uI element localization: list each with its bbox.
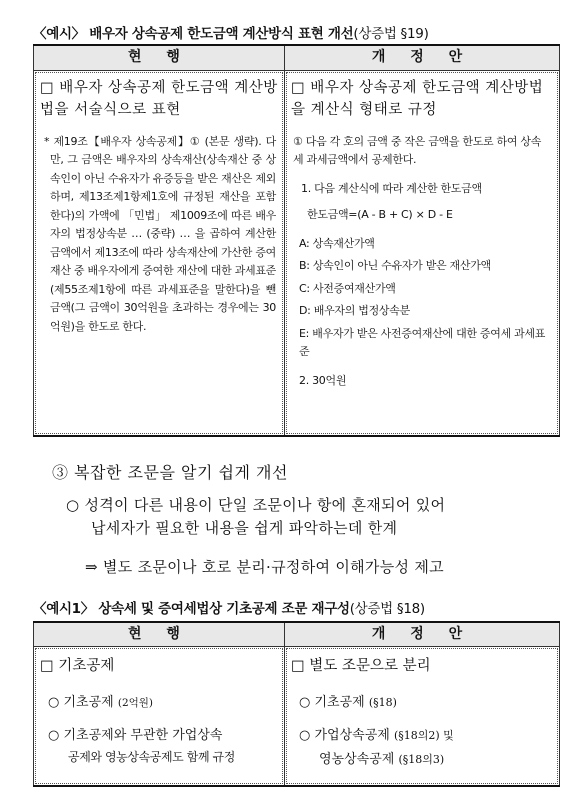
proposal-def-a: A: 상속재산가액 xyxy=(299,236,375,250)
example1-current-box xyxy=(35,72,283,434)
example2-current-heading: □ 기초공제 xyxy=(40,657,115,674)
example1-current-heading: □ 배우자 상속공제 한도금액 계산방법을 서술식으로 표현 xyxy=(40,79,278,118)
example1-head-current: 현 행 xyxy=(34,45,285,70)
example2-proposal-bullet3 xyxy=(287,743,557,767)
example2-proposal-heading: □ 별도 조문으로 분리 xyxy=(291,657,431,674)
example2-title xyxy=(33,597,425,617)
example2-current-bullet2-line2: 공제와 영농상속공제도 함께 규정 xyxy=(68,749,235,764)
proposal-def-d: D: 배우자의 법정상속분 xyxy=(299,304,410,317)
example1-current-text: * 제19조【배우자 상속공제】① (본문 생략). 다만, 그 금액은 배우자의 상속재산(상속재산 중 상속인이 아닌 수유자가 유증등을 받은 재산은 제외하며, 제13조제1항제1호에 규정된 재산을 포함한다)의 가액에 「민법」 제1009조에 따른 배우자의 법정상속분 … (중략) … 을 곱하여 계산한 금액에서 제13조에 따라 상속재산에 가산한 증여재산 중 배우자에게 증여한 재산에 대한 과세표준(제55조제1항에 따른 과세표준을 말한다)을 뺀 금액(그 금액이 30억원을 초과하는 경우에는 30억원)을 한도로 한다. xyxy=(44,134,276,333)
example1-proposal-cell xyxy=(285,70,560,436)
example2-table xyxy=(33,621,560,787)
example2-head-proposal: 개 정 안 xyxy=(285,622,560,646)
proposal-def-c: C: 사전증여재산가액 xyxy=(299,281,396,295)
example1-title-text: 〈예시〉 배우자 상속공제 한도금액 계산방식 표현 개선 xyxy=(33,26,354,42)
example1-proposal-heading: □ 배우자 상속공제 한도금액 계산방법을 계산식 형태로 규정 xyxy=(291,79,544,118)
example1-proposal-box xyxy=(286,72,558,434)
example2-current-box xyxy=(35,648,283,784)
example1-title-ref: (상증법 §19) xyxy=(353,26,429,42)
proposal-item-3: 2. 30억원 xyxy=(299,373,347,387)
example2-proposal-bullet3-label: 영농상속공제 xyxy=(319,751,395,767)
example2-title-text: 〈예시1〉 상속세 및 증여세법상 기초공제 조문 재구성 xyxy=(33,601,350,617)
example2-current-bullet1-label: ○ 기초공제 xyxy=(48,694,114,710)
example2-proposal-bullet2-note: (§18의2) 및 xyxy=(393,728,454,742)
example1-current-cell xyxy=(34,70,285,436)
example1-title xyxy=(33,22,429,42)
example2-proposal-bullet2-label: ○ 가업상속공제 xyxy=(299,727,390,743)
example1-head-proposal: 개 정 안 xyxy=(285,45,560,70)
example2-proposal-bullet2 xyxy=(287,710,557,743)
example1-proposal-body xyxy=(287,123,557,391)
example1-table xyxy=(33,44,560,437)
example2-proposal-cell xyxy=(285,646,560,786)
example2-proposal-box xyxy=(286,648,558,784)
section3-bullet-line1: ○ 성격이 다른 내용이 단일 조문이나 항에 혼재되어 있어 xyxy=(66,496,446,514)
proposal-formula: 한도금액=(A - B + C) × D - E xyxy=(307,208,453,221)
example2-current-bullet1 xyxy=(36,675,282,710)
proposal-item-1: ① 다음 각 호의 금액 중 작은 금액을 한도로 하여 상속세 과세금액에서 공제한다. xyxy=(293,134,542,166)
example2-current-cell xyxy=(34,646,285,786)
example2-current-bullet1-note: (2억원) xyxy=(117,696,154,709)
section3-arrow-line: ⇒ 별도 조문이나 호로 분리·규정하여 이해가능성 제고 xyxy=(85,558,444,576)
example2-head-current: 현 행 xyxy=(34,622,285,646)
example2-proposal-bullet3-note: (§18의3) xyxy=(398,752,445,766)
example2-proposal-bullet1-note: (§18) xyxy=(368,695,397,709)
proposal-def-b: B: 상속인이 아닌 수유자가 받은 재산가액 xyxy=(299,259,491,272)
proposal-def-e: E: 배우자가 받은 사전증여재산에 대한 증여세 과세표준 xyxy=(299,326,546,358)
section3-bullet-line2: 납세자가 필요한 내용을 쉽게 파악하는데 한계 xyxy=(91,519,398,537)
example2-proposal-bullet1 xyxy=(287,675,557,710)
section3-heading: ③ 복잡한 조문을 알기 쉽게 개선 xyxy=(52,463,288,482)
proposal-item-2: 1. 다음 계산식에 따라 계산한 한도금액 xyxy=(301,181,482,195)
example2-title-ref: (상증법 §18) xyxy=(349,601,425,617)
example2-proposal-bullet1-label: ○ 기초공제 xyxy=(299,694,365,710)
example2-current-bullet2-line1: ○ 기초공제와 무관한 가업상속 xyxy=(48,727,223,743)
